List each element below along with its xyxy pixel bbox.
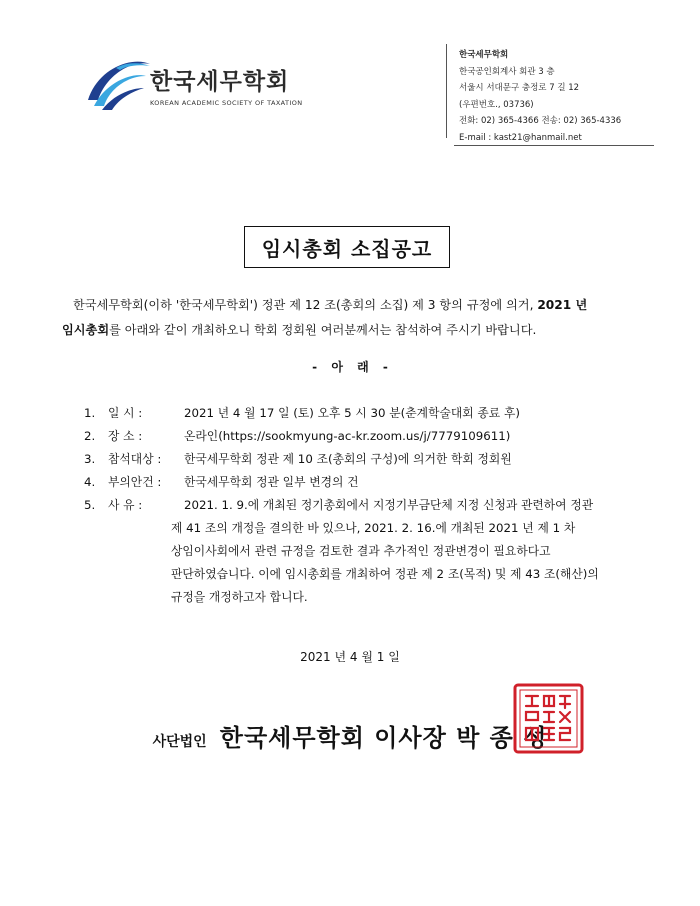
item-number: 1. — [84, 405, 96, 420]
reason-continuation-line: 제 41 조의 개정을 결의한 바 있으나, 2021. 2. 16.에 개최된 2021 년 제 1 차 — [171, 521, 576, 535]
item-value: 한국세무학회 정관 일부 변경의 건 — [184, 475, 359, 489]
intro-bold-meeting: 임시총회 — [62, 323, 110, 337]
agenda-list — [84, 401, 664, 608]
list-item — [84, 470, 664, 493]
item-number: 5. — [84, 497, 96, 512]
item-label: 부의안건 : — [108, 475, 162, 489]
intro-paragraph — [62, 293, 642, 343]
list-item — [84, 447, 664, 470]
contact-phone-fax: 전화: 02) 365-4366 전송: 02) 365-4336 — [459, 116, 622, 126]
item-value: 2021. 1. 9.에 개최된 정기총회에서 지정기부금단체 지정 신청과 관련하여 정관 — [184, 498, 594, 512]
item-value: 온라인(https://sookmyung-ac-kr.zoom.us/j/7779109611) — [184, 429, 511, 443]
item-label: 사 유 : — [108, 498, 143, 512]
contact-block — [459, 47, 621, 146]
notice-date: 2021 년 4 월 1 일 — [300, 650, 400, 664]
item-label: 일 시 : — [108, 406, 143, 420]
signature-line — [0, 718, 700, 753]
item-label: 참석대상 : — [108, 452, 162, 466]
letterhead-divider-vertical — [446, 44, 447, 138]
item-number: 4. — [84, 474, 96, 489]
logo-title: 한국세무학회 — [150, 69, 290, 95]
contact-org-name: 한국세무학회 — [459, 50, 509, 60]
item-number: 3. — [84, 451, 96, 466]
contact-email: E-mail : kast21@hanmail.net — [459, 132, 582, 143]
list-item — [84, 493, 664, 516]
item-value: 2021 년 4 월 17 일 (토) 오후 5 시 30 분(춘계학술대회 종료 후) — [184, 406, 520, 420]
signature-prefix: 사단법인 — [152, 734, 207, 750]
reason-continuation-line: 규정을 개정하고자 합니다. — [171, 590, 308, 604]
item-value: 한국세무학회 정관 제 10 조(총회의 구성)에 의거한 학회 정회원 — [184, 452, 512, 466]
reason-continuation-line: 판단하였습니다. 이에 임시총회를 개최하여 정관 제 2 조(목적) 및 제 43 조(해산)의 — [171, 567, 599, 581]
item-number: 2. — [84, 428, 96, 443]
signature-main: 한국세무학회 이사장 박 종 성 — [219, 724, 548, 752]
list-item — [84, 424, 664, 447]
intro-text-part1: 한국세무학회(이하 '한국세무학회') 정관 제 12 조(총회의 소집) 제 3 항의 규정에 의거, — [73, 298, 538, 312]
official-seal-icon — [512, 682, 585, 755]
reason-continuation-line: 상임이사회에서 관련 규정을 검토한 결과 추가적인 정관변경이 필요하다고 — [171, 544, 551, 558]
intro-text-part2: 를 아래와 같이 개최하오니 학회 정회원 여러분께서는 참석하여 주시기 바랍니다. — [109, 323, 537, 337]
contact-address-line1: 한국공인회계사 회관 3 층 — [459, 66, 555, 77]
notice-title: 임시총회 소집공고 — [244, 226, 450, 268]
intro-bold-year: 2021 년 — [537, 298, 588, 312]
contact-postal-code: (우편번호., 03736) — [459, 99, 534, 110]
list-item — [84, 401, 664, 424]
item-label: 장 소 : — [108, 429, 143, 443]
section-label: - 아 래 - — [312, 360, 388, 374]
logo-subtitle: KOREAN ACADEMIC SOCIETY OF TAXATION — [150, 99, 303, 107]
contact-address-line2: 서울시 서대문구 충정로 7 길 12 — [459, 83, 580, 93]
